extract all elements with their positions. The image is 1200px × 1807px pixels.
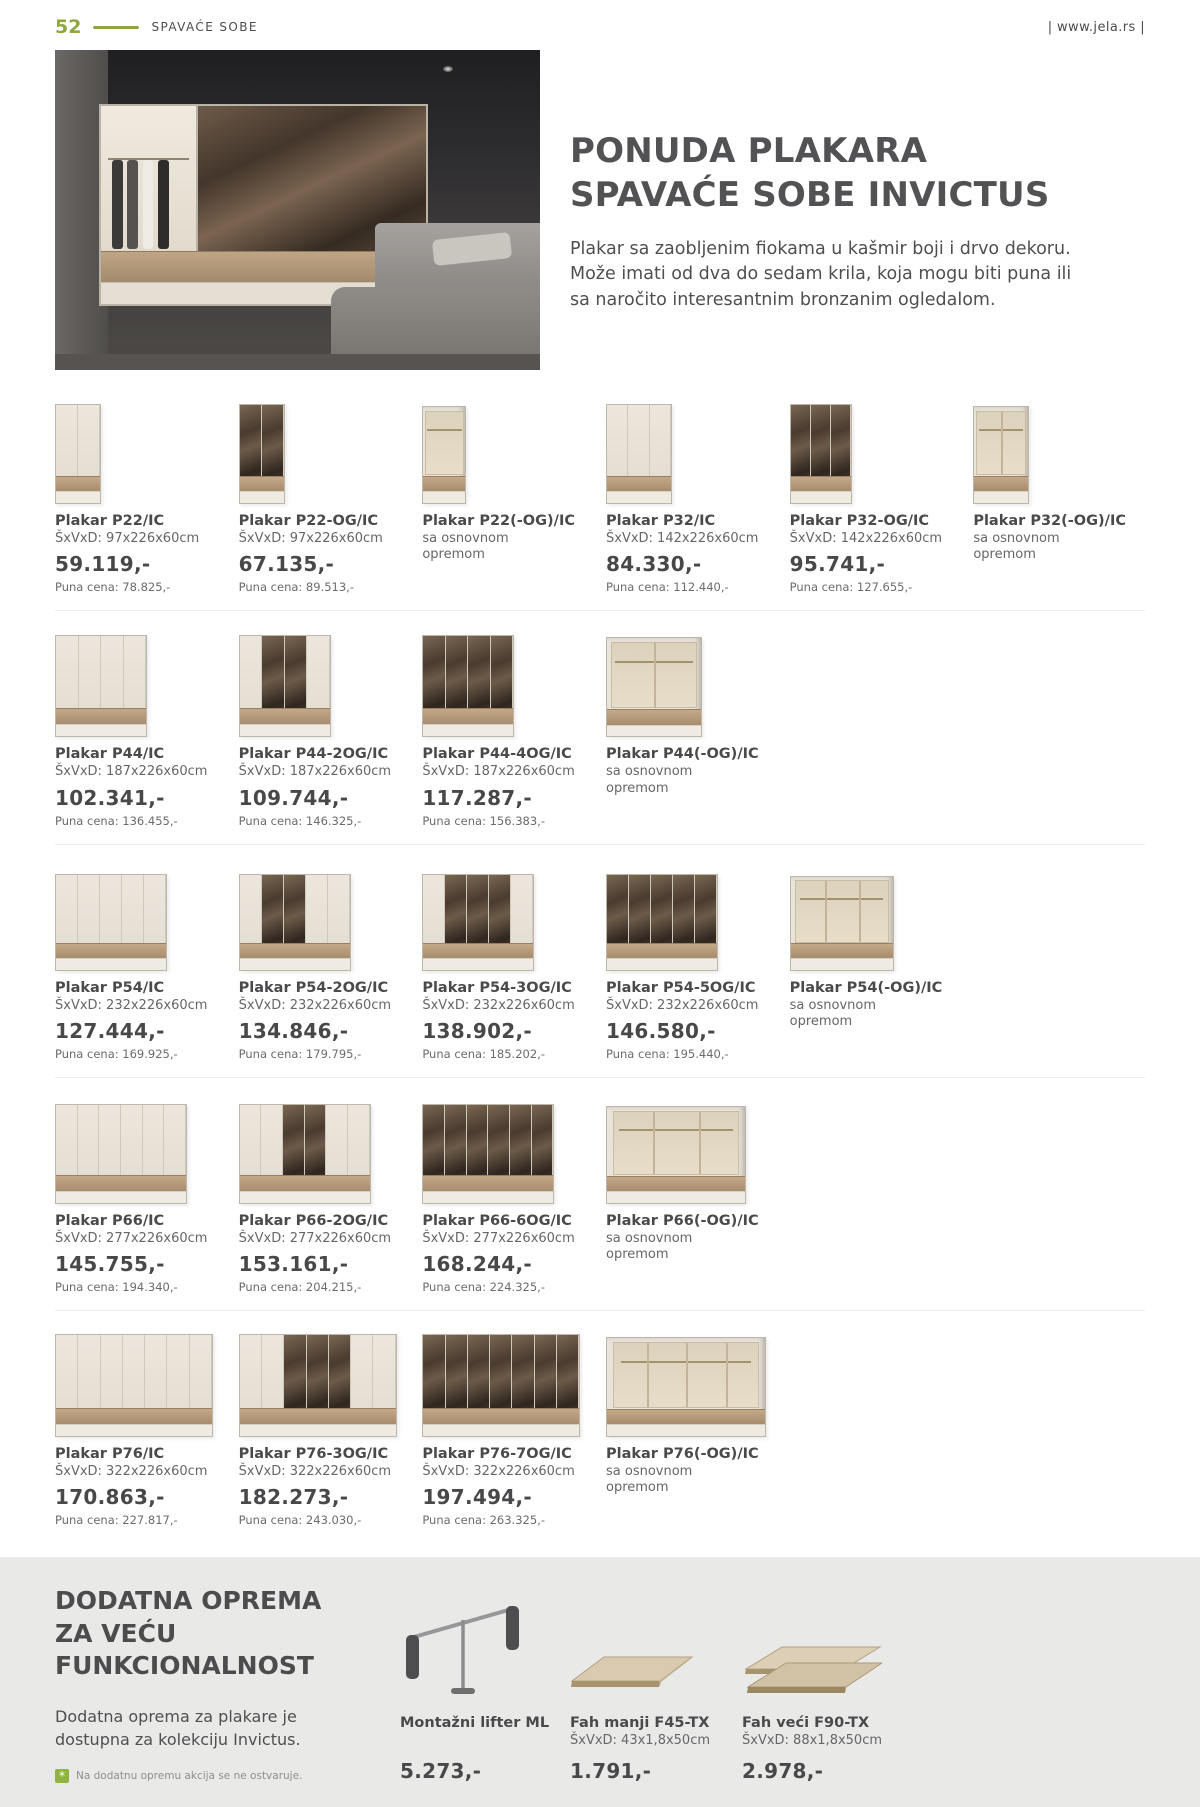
wardrobe-image: [55, 1334, 213, 1437]
product-image-box: [55, 1098, 187, 1204]
wardrobe-image: [55, 635, 147, 737]
product-price: 59.119,-: [55, 552, 151, 577]
wardrobe-image: [606, 1337, 766, 1437]
hero-description: Plakar sa zaobljenim fiokama u kašmir boji i drvo dekoru. Može imati od dva do sedam krila, koja mogu biti puna ili sa naročito interesantnim bronzanim ogledalom.: [570, 239, 1072, 310]
product-card: [422, 631, 594, 827]
hero-image: [55, 50, 540, 370]
product-dimensions: ŠxVxD: 142x226x60cm: [606, 531, 759, 546]
product-dimensions: ŠxVxD: 97x226x60cm: [55, 531, 200, 546]
product-card: [606, 865, 778, 1061]
product-card: [55, 631, 227, 827]
product-price: 95.741,-: [789, 552, 886, 577]
product-grid: [0, 370, 1200, 1557]
product-dimensions: ŠxVxD: 187x226x60cm: [55, 764, 208, 780]
wardrobe-image: [239, 404, 285, 504]
product-dimensions: ŠxVxD: 232x226x60cm: [606, 997, 759, 1013]
product-row: [55, 378, 1145, 610]
header-accent-line: [93, 26, 139, 29]
product-full-price: Puna cena: 169.925,-: [55, 1046, 178, 1061]
product-dimensions: sa osnovnom opremom: [606, 764, 693, 796]
product-name: Plakar P54/IC: [55, 979, 165, 996]
product-dimensions: ŠxVxD: 232x226x60cm: [55, 997, 208, 1013]
page-header: [0, 0, 1200, 46]
product-card: [606, 1331, 778, 1527]
product-full-price: Puna cena: 194.340,-: [55, 1280, 178, 1294]
product-full-price: Puna cena: 136.455,-: [55, 813, 178, 828]
asterisk-badge-icon: *: [55, 1769, 69, 1783]
accessory-price: 1.791,-: [570, 1759, 652, 1784]
wardrobe-image: [422, 1334, 580, 1437]
product-image-box: [606, 631, 702, 737]
product-image-box: [422, 631, 514, 737]
product-image-box: [55, 1331, 213, 1437]
product-image-box: [239, 1098, 371, 1204]
product-card: [973, 398, 1145, 594]
wardrobe-image: [55, 404, 101, 504]
product-name: Plakar P76/IC: [55, 1446, 165, 1462]
product-image-box: [606, 865, 718, 971]
product-full-price: Puna cena: 185.202,-: [422, 1046, 545, 1061]
product-price: 168.244,-: [422, 1252, 533, 1276]
product-image-box: [239, 398, 285, 504]
product-price: 138.902,-: [422, 1018, 533, 1043]
product-dimensions: ŠxVxD: 322x226x60cm: [55, 1464, 208, 1479]
wardrobe-image: [606, 404, 672, 504]
product-card: [422, 1098, 594, 1294]
accessories-section: [0, 1557, 1200, 1807]
product-name: Plakar P32-OG/IC: [789, 513, 930, 529]
product-name: Plakar P22/IC: [55, 513, 165, 529]
product-name: Plakar P54-5OG/IC: [606, 979, 756, 996]
lifter-icon: [400, 1585, 528, 1707]
product-dimensions: sa osnovnom opremom: [973, 531, 1060, 563]
product-price: 146.580,-: [606, 1018, 716, 1043]
product-name: Plakar P22-OG/IC: [238, 513, 379, 529]
product-dimensions: sa osnovnom opremom: [606, 1464, 693, 1496]
product-name: Plakar P76-7OG/IC: [422, 1446, 572, 1462]
product-image-box: [422, 1331, 580, 1437]
product-full-price: Puna cena: 78.825,-: [55, 580, 171, 595]
product-row: [55, 1077, 1145, 1310]
product-price: 109.744,-: [238, 785, 349, 810]
accessory-lifter: [400, 1585, 570, 1783]
product-image-box: [422, 398, 466, 504]
product-full-price: Puna cena: 263.325,-: [422, 1513, 545, 1528]
product-card: [239, 1331, 411, 1527]
wardrobe-image: [55, 1104, 187, 1204]
hero-ceiling-light: [443, 66, 453, 72]
product-price: 127.444,-: [55, 1018, 165, 1043]
accessories-note: [55, 1769, 400, 1783]
product-full-price: Puna cena: 127.655,-: [789, 580, 913, 595]
product-full-price: Puna cena: 227.817,-: [55, 1513, 178, 1528]
product-image-box: [606, 398, 672, 504]
product-image-box: [790, 865, 894, 971]
wardrobe-image: [606, 1106, 746, 1204]
product-name: Plakar P66(-OG)/IC: [606, 1212, 759, 1229]
product-card: [790, 398, 962, 594]
product-name: Plakar P76(-OG)/IC: [606, 1446, 759, 1462]
product-dimensions: ŠxVxD: 232x226x60cm: [238, 997, 392, 1013]
product-dimensions: ŠxVxD: 232x226x60cm: [422, 997, 575, 1013]
product-full-price: Puna cena: 195.440,-: [606, 1046, 729, 1061]
product-card: [606, 1098, 778, 1294]
wardrobe-image: [422, 1104, 554, 1204]
product-card: [55, 398, 227, 594]
product-card: [239, 631, 411, 827]
product-card: [55, 1331, 227, 1527]
wardrobe-image: [606, 874, 718, 971]
wardrobe-image: [973, 406, 1029, 504]
product-card: [422, 1331, 594, 1527]
product-image-box: [239, 1331, 397, 1437]
product-image-box: [790, 398, 852, 504]
product-name: Plakar P32(-OG)/IC: [973, 513, 1126, 529]
wardrobe-image: [790, 404, 852, 504]
wardrobe-image: [239, 635, 331, 737]
hero-section: [0, 46, 1200, 370]
product-card: [422, 398, 594, 594]
product-full-price: Puna cena: 89.513,-: [238, 580, 354, 595]
product-name: Plakar P44-4OG/IC: [422, 746, 572, 763]
product-price: 134.846,-: [238, 1018, 349, 1043]
product-full-price: Puna cena: 224.325,-: [422, 1280, 545, 1294]
wardrobe-image: [239, 1334, 397, 1437]
product-image-box: [55, 865, 167, 971]
product-price: 117.287,-: [422, 785, 533, 810]
page-number: 52: [55, 16, 82, 38]
accessory-shelf-small: [570, 1585, 742, 1783]
product-full-price: Puna cena: 156.383,-: [422, 813, 545, 828]
product-name: Plakar P54-3OG/IC: [422, 979, 572, 996]
product-full-price: Puna cena: 112.440,-: [606, 580, 729, 595]
product-name: Plakar P44/IC: [55, 746, 165, 763]
wardrobe-image: [606, 637, 702, 737]
product-image-box: [239, 631, 331, 737]
product-image-box: [422, 865, 534, 971]
product-image-box: [606, 1098, 746, 1204]
accessory-price: 5.273,-: [400, 1759, 482, 1784]
wardrobe-image: [422, 635, 514, 737]
shelf-small-icon: [570, 1585, 694, 1707]
product-dimensions: ŠxVxD: 322x226x60cm: [422, 1464, 575, 1479]
product-dimensions: ŠxVxD: 322x226x60cm: [238, 1464, 392, 1479]
product-price: 84.330,-: [606, 552, 702, 577]
product-full-price: Puna cena: 179.795,-: [238, 1046, 362, 1061]
product-card: [239, 1098, 411, 1294]
accessory-price: 2.978,-: [742, 1759, 824, 1784]
product-full-price: Puna cena: 146.325,-: [238, 813, 362, 828]
wardrobe-image: [422, 874, 534, 971]
accessory-dimensions: ŠxVxD: 88x1,8x50cm: [742, 1733, 883, 1749]
product-price: 67.135,-: [238, 552, 335, 577]
product-card: [606, 631, 778, 827]
hero-floor: [55, 354, 540, 370]
product-dimensions: ŠxVxD: 187x226x60cm: [238, 764, 392, 780]
accessory-shelf-large: [742, 1585, 1145, 1783]
product-name: Plakar P66-2OG/IC: [238, 1212, 389, 1229]
product-name: Plakar P22(-OG)/IC: [422, 513, 575, 529]
product-full-price: Puna cena: 243.030,-: [238, 1513, 362, 1528]
product-card: [55, 1098, 227, 1294]
accessory-dimensions: ŠxVxD: 43x1,8x50cm: [570, 1733, 711, 1749]
section-label: SPAVAĆE SOBE: [151, 20, 258, 34]
product-row: [55, 610, 1145, 843]
page-title: PONUDA PLAKARA SPAVAĆE SOBE INVICTUS: [570, 131, 1050, 215]
product-full-price: Puna cena: 204.215,-: [238, 1280, 362, 1294]
product-price: 170.863,-: [55, 1485, 165, 1510]
product-dimensions: sa osnovnom opremom: [789, 997, 876, 1029]
product-name: Plakar P54(-OG)/IC: [789, 979, 943, 996]
product-dimensions: ŠxVxD: 277x226x60cm: [238, 1230, 392, 1246]
product-card: [606, 398, 778, 594]
accessories-title: DODATNA OPREMA ZA VEĆU FUNKCIONALNOST: [55, 1586, 322, 1681]
product-row: [55, 1310, 1145, 1543]
product-card: [790, 865, 962, 1061]
product-price: 145.755,-: [55, 1252, 165, 1276]
product-price: 182.273,-: [238, 1485, 349, 1510]
product-row: [55, 844, 1145, 1077]
product-card: [422, 865, 594, 1061]
product-price: 153.161,-: [238, 1252, 349, 1276]
accessories-description: Dodatna oprema za plakare je dostupna za kolekciju Invictus.: [55, 1706, 301, 1749]
website-url: | www.jela.rs |: [1047, 19, 1145, 35]
wardrobe-image: [55, 874, 167, 971]
product-card: [55, 865, 227, 1061]
product-dimensions: ŠxVxD: 142x226x60cm: [789, 531, 943, 546]
product-price: 197.494,-: [422, 1485, 533, 1510]
product-dimensions: ŠxVxD: 187x226x60cm: [422, 764, 575, 780]
product-image-box: [606, 1331, 766, 1437]
product-name: Plakar P32/IC: [606, 513, 716, 529]
product-image-box: [973, 398, 1029, 504]
product-dimensions: ŠxVxD: 277x226x60cm: [55, 1230, 208, 1246]
accessory-name: Fah veći F90-TX: [742, 1715, 870, 1732]
product-name: Plakar P66/IC: [55, 1212, 165, 1229]
product-dimensions: ŠxVxD: 277x226x60cm: [422, 1230, 575, 1246]
product-name: Plakar P44(-OG)/IC: [606, 746, 759, 763]
product-image-box: [422, 1098, 554, 1204]
accessory-name: Montažni lifter ML: [400, 1715, 550, 1732]
accessory-name: Fah manji F45-TX: [570, 1715, 710, 1732]
product-name: Plakar P76-3OG/IC: [238, 1446, 389, 1462]
product-dimensions: sa osnovnom opremom: [606, 1230, 693, 1262]
wardrobe-image: [239, 874, 351, 971]
accessories-note-text: Na dodatnu opremu akcija se ne ostvaruje.: [76, 1770, 303, 1783]
wardrobe-image: [422, 406, 466, 504]
wardrobe-image: [790, 876, 894, 971]
product-name: Plakar P66-6OG/IC: [422, 1212, 572, 1229]
product-image-box: [55, 398, 101, 504]
product-card: [239, 865, 411, 1061]
shelf-large-icon: [742, 1585, 882, 1707]
product-dimensions: sa osnovnom opremom: [422, 531, 509, 563]
wardrobe-image: [239, 1104, 371, 1204]
product-dimensions: ŠxVxD: 97x226x60cm: [238, 531, 383, 546]
product-image-box: [55, 631, 147, 737]
product-price: 102.341,-: [55, 785, 165, 810]
product-card: [239, 398, 411, 594]
product-image-box: [239, 865, 351, 971]
product-name: Plakar P44-2OG/IC: [238, 746, 389, 763]
product-name: Plakar P54-2OG/IC: [238, 979, 389, 996]
